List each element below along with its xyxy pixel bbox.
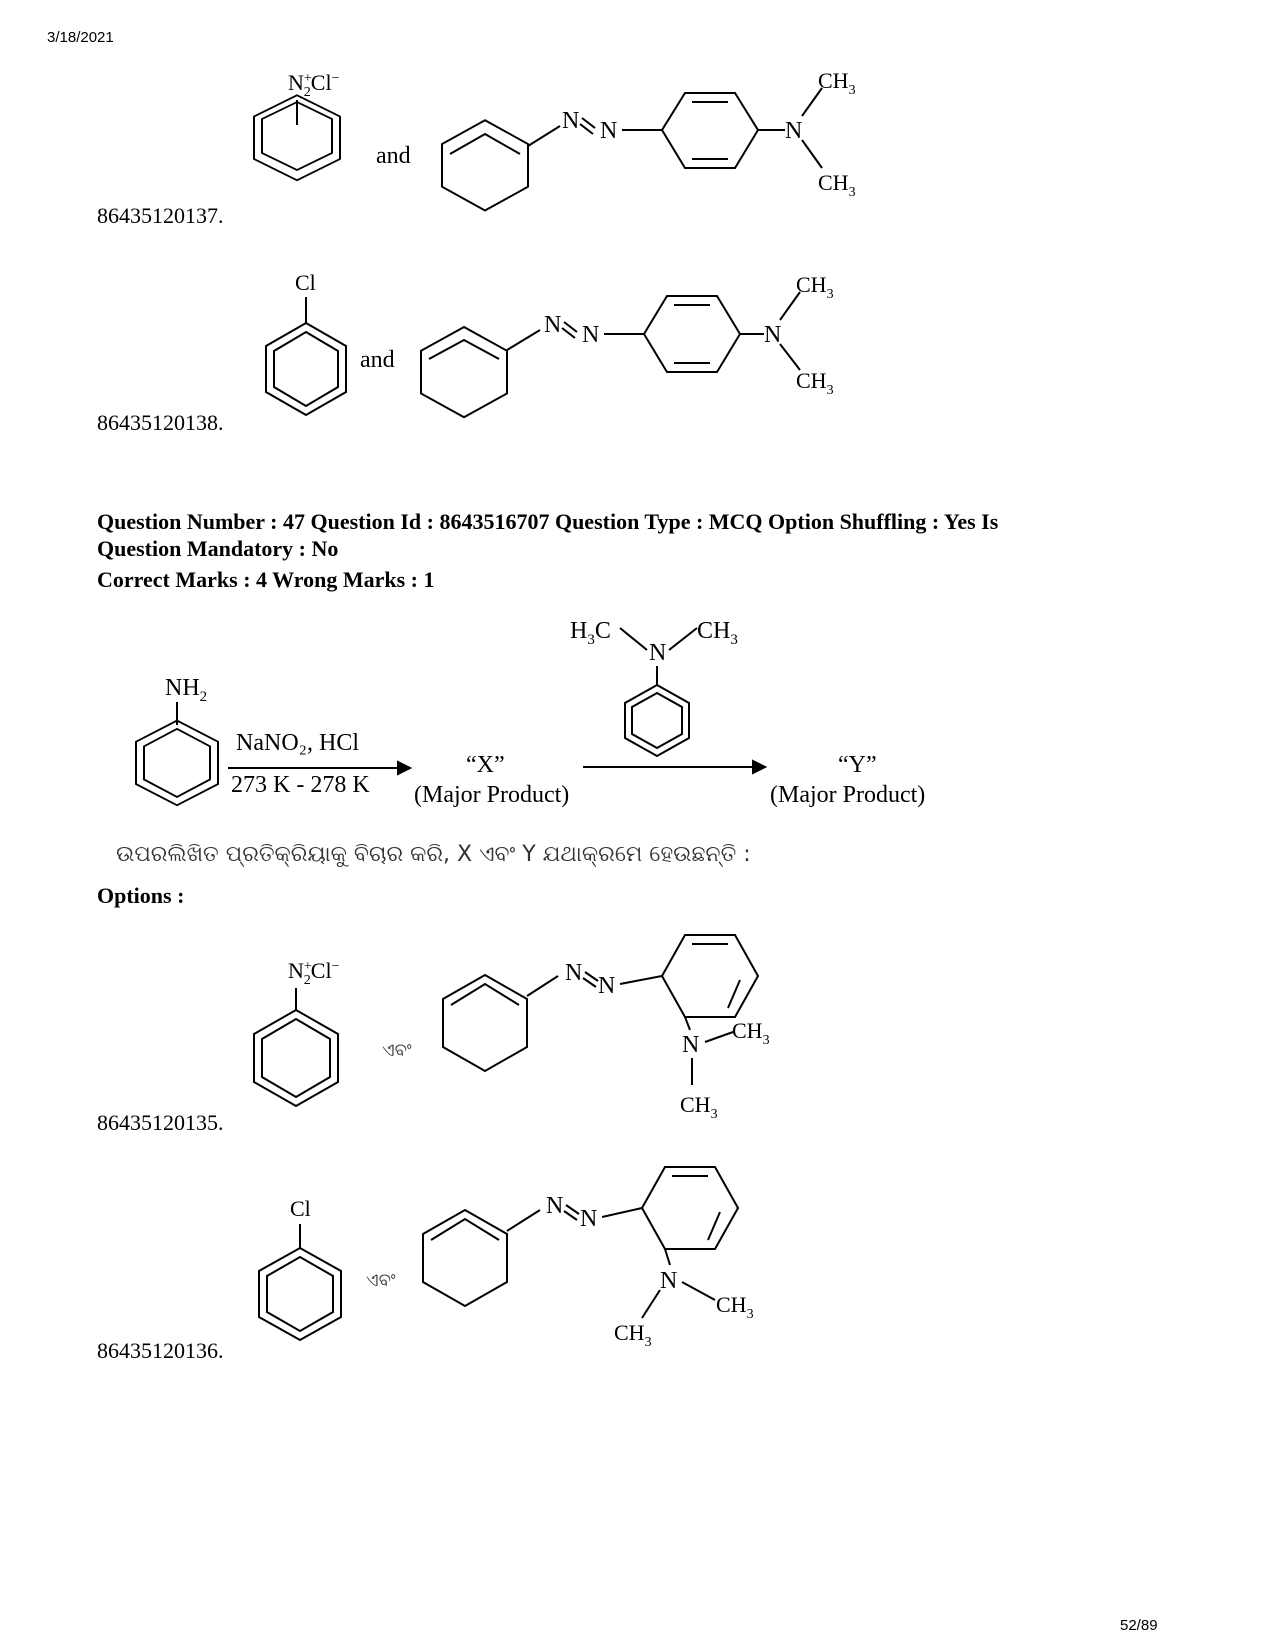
aniline-structure: [120, 670, 230, 800]
svg-text:CH3: $CH_3$: [716, 1292, 754, 1322]
svg-text:N: N: [764, 322, 782, 348]
question-meta-line1: Question Number : 47 Question Id : 8643516707 Question Type : MCQ Option Shuffling : Yes Is: [97, 509, 999, 534]
and-text: and: [360, 347, 395, 373]
reagent-temperature: 273 K - 278 K: [231, 772, 370, 798]
dimethylaniline-structure: [565, 610, 765, 760]
product-x-label: “X”: [466, 752, 505, 778]
option-id: 86435120136.: [97, 1338, 224, 1363]
conj-text: ଏବଂ: [366, 1270, 396, 1291]
option-id: 86435120135.: [97, 1110, 224, 1135]
p-aminoazobenzene-structure: [430, 68, 880, 218]
svg-text:CH3: $CH_3$: [796, 368, 834, 398]
svg-text:CH3: $CH_3$: [614, 1320, 652, 1350]
benzene-diazonium-structure: [240, 60, 360, 210]
svg-text:N: N: [544, 312, 562, 338]
svg-text:N: N: [580, 1206, 598, 1232]
benzene-diazonium-structure: [240, 950, 370, 1110]
reagent-nano2-hcl: NaNO₂, HCl: [236, 730, 360, 756]
svg-text:N: N: [546, 1193, 564, 1219]
question-marks: Correct Marks : 4 Wrong Marks : 1: [97, 567, 435, 592]
svg-text:CH3: $CH_3$: [732, 1018, 770, 1048]
print-date: 3/18/2021: [47, 29, 114, 46]
svg-text:N: N: [565, 960, 583, 986]
options-label: Options :: [97, 883, 185, 908]
svg-text:CH3: $CH_3$: [818, 68, 856, 98]
svg-text:CH3: $CH_3$: [697, 618, 738, 648]
product-y-subtitle: (Major Product): [770, 782, 926, 808]
chlorobenzene-structure: [240, 1190, 360, 1350]
p-aminoazobenzene-structure: [412, 270, 862, 420]
chlorobenzene-structure: [240, 265, 360, 425]
o-aminoazobenzene-structure: [410, 1150, 810, 1370]
product-x-subtitle: (Major Product): [414, 782, 570, 808]
svg-text:N: N: [600, 118, 618, 144]
svg-text:CH3: $CH_3$: [680, 1092, 718, 1122]
svg-text:N: N: [598, 973, 616, 999]
svg-text:N: N: [785, 118, 803, 144]
diazonium-label: N+ 2Cl−: [288, 70, 340, 100]
question-meta-line2: Question Mandatory : No: [97, 536, 339, 561]
product-y-label: “Y”: [838, 752, 877, 778]
reaction-arrow-2: [583, 760, 783, 780]
page-number: 52/89: [1120, 1617, 1158, 1634]
svg-text:N: N: [649, 640, 667, 666]
svg-text:CH3: $CH_3$: [818, 170, 856, 200]
svg-text:N+2Cl−: N+ 2Cl−: [288, 958, 340, 988]
option-id: 86435120138.: [97, 410, 224, 435]
svg-text:NH2: $NH_2$: [165, 675, 208, 705]
option-id: 86435120137.: [97, 203, 224, 228]
and-text: and: [376, 143, 411, 169]
question-meta: [97, 508, 1197, 593]
svg-text:H3C: $H_3C$: [570, 618, 611, 648]
svg-text:Cl: Cl: [290, 1196, 311, 1221]
svg-text:N: N: [562, 108, 580, 134]
conj-text: ଏବଂ: [382, 1040, 412, 1061]
svg-text:N: N: [582, 322, 600, 348]
svg-text:CH3: $CH_3$: [796, 272, 834, 302]
svg-text:N: N: [660, 1268, 678, 1294]
question-stem: ଉପରଲିଖିତ ପ୍ରତିକ୍ରିୟାକୁ ବିଚାର କରି, X ଏବଂ Y ଯଥାକ୍ରମେ ହେଉଛନ୍ତି :: [116, 842, 751, 867]
o-aminoazobenzene-structure: [430, 920, 830, 1140]
cl-label: Cl: [295, 270, 316, 295]
svg-text:N: N: [682, 1032, 700, 1058]
